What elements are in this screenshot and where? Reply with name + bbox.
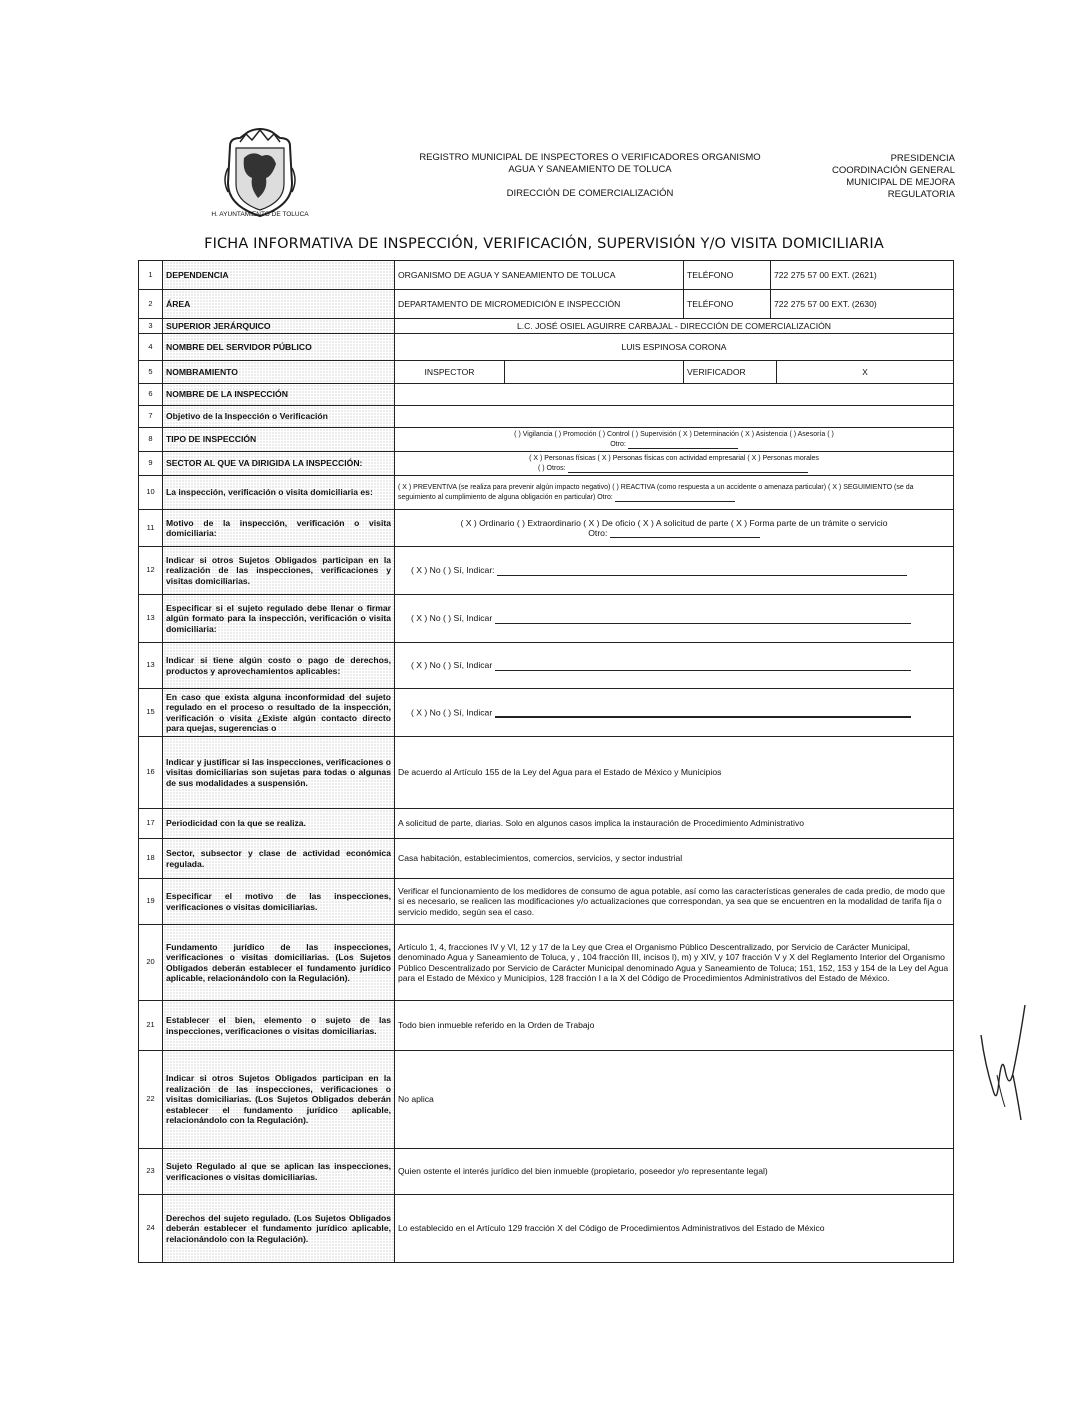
row-number: 6 [139,384,163,406]
row-number: 23 [139,1149,163,1195]
row-label: Objetivo de la Inspección o Verificación [163,406,395,428]
row-value: DEPARTAMENTO DE MICROMEDICIÓN E INSPECCIÓN [398,298,621,309]
table-row [139,839,954,879]
header-direction: DIRECCIÓN DE COMERCIALIZACIÓN [506,188,674,199]
yes-no-option: ( X ) No ( ) Sí, Indicar: [411,565,495,576]
header-right-line: PRESIDENCIA [890,153,955,164]
table-row [139,595,954,643]
table-row [139,428,954,452]
row-number: 10 [139,476,163,510]
row-number: 17 [139,809,163,839]
row-number: 8 [139,428,163,452]
other-blank [615,492,735,502]
verificador-mark: X [776,361,953,383]
row-number: 11 [139,510,163,547]
row-number: 15 [139,689,163,737]
indicate-blank [497,566,907,576]
row-number: 18 [139,839,163,879]
table-row [139,361,954,384]
table-row [139,547,954,595]
row-number: 13 [139,595,163,643]
table-row [139,384,954,406]
yes-no-option: ( X ) No ( ) Sí, Indicar [411,660,493,671]
other-blank [628,439,738,449]
other-label: ( ) Otros: [538,465,566,472]
row-number: 16 [139,737,163,809]
indicate-blank [495,661,911,671]
header-right-line: COORDINACIÓN GENERAL [832,165,955,176]
row-label: Indicar si tiene algún costo o pago de derechos, productos y aprovechamientos aplicables: [163,643,395,689]
row-label: NOMBRAMIENTO [163,361,395,384]
row-value: A solicitud de parte, diarias. Solo en algunos casos implica la instauración de Procedimiento Administrativo [395,809,954,839]
row-number: 9 [139,452,163,476]
row-label: Indicar si otros Sujetos Obligados participan en la realización de las inspecciones, verificaciones o visitas domiciliarias. (Los Sujetos Obligados deberán establecer el fundamento jurídico aplicable, relacionándolo con la Regulación). [163,1051,395,1149]
row-value-empty [395,406,954,428]
table-row [139,510,954,547]
row-value: Artículo 1, 4, fracciones IV y VI, 12 y 17 de la Ley que Crea el Organismo Público Descentralizado, por Servicio de Carácter Municipal, denominado Agua y Saneamiento de Toluca, y , 104 fracción III, incisos l), m) y XIV, y 107 fracción V y X del Reglamento Interior del Organismo Público Descentralizado por Servicio de Carácter Municipal denominado Agua y Saneamiento de Toluca; 151, 152, 153 y 154 de la Ley del Agua para el Estado de México y Municipios, 128 fracción I a la X del Código de Procedimientos Administrativos del Estado de México. [395,925,954,1001]
header-center-block [390,152,790,200]
inspection-type-options: ( ) Vigilancia ( ) Promoción ( ) Control ( ) Supervisión ( X ) Determinación ( X ) Asistencia ( ) Asesoría ( ) [514,431,834,438]
inspector-mark-cell [504,361,683,383]
row-label: Fundamento jurídico de las inspecciones, verificaciones o visitas domiciliarias. (Los Sujetos Obligados deberán establecer el fundamento jurídico aplicable, relacionándolo con la Regulación). [163,925,395,1001]
row-value: Todo bien inmueble referido en la Orden de Trabajo [395,1001,954,1051]
yes-no-option: ( X ) No ( ) Sí, Indicar [411,613,493,624]
phone-value: 722 275 57 00 EXT. (2630) [770,290,953,318]
row-number: 2 [139,290,163,319]
inspection-nature-options: ( X ) PREVENTIVA (se realiza para prevenir algún impacto negativo) ( ) REACTIVA (como respuesta a un accidente o amenaza particular) ( X ) SEGUIMIENTO (se da seguimiento al cumplimiento de alguna obligación en particular) Otro: [398,484,914,501]
table-row [139,319,954,334]
row-label: TIPO DE INSPECCIÓN [163,428,395,452]
phone-label: TELÉFONO [683,290,770,318]
table-row [139,406,954,428]
row-number: 21 [139,1001,163,1051]
table-row [139,452,954,476]
table-row [139,809,954,839]
table-row [139,476,954,510]
row-value: Verificar el funcionamiento de los medidores de consumo de agua potable, así como las características generales de cada predio, de modo que si es necesario, se realicen las modificaciones y/o actualizaciones que correspondan, ya sea que se encuentren en la modalidad de tarifa fija o servicio medido, según sea el caso. [395,879,954,925]
inspection-form-table [138,260,954,1263]
row-value: L.C. JOSÉ OSIEL AGUIRRE CARBAJAL - DIRECCIÓN DE COMERCIALIZACIÓN [395,319,954,334]
row-number: 12 [139,547,163,595]
table-row [139,879,954,925]
verificador-option: VERIFICADOR [683,361,776,383]
row-label: Indicar si otros Sujetos Obligados participan en la realización de las inspecciones, verificaciones y visitas domiciliarias. [163,547,395,595]
row-label: Establecer el bien, elemento o sujeto de las inspecciones, verificaciones o visitas domiciliarias. [163,1001,395,1051]
row-label: Periodicidad con la que se realiza. [163,809,395,839]
row-label: La inspección, verificación o visita domiciliaria es: [163,476,395,510]
row-number: 4 [139,334,163,361]
row-label: NOMBRE DE LA INSPECCIÓN [163,384,395,406]
row-label: DEPENDENCIA [163,261,395,290]
table-row [139,261,954,290]
seal-caption: H. AYUNTAMIENTO DE TOLUCA [211,211,309,218]
phone-label: TELÉFONO [683,261,770,289]
row-number: 19 [139,879,163,925]
motive-options: ( X ) Ordinario ( ) Extraordinario ( X ) De oficio ( X ) A solicitud de parte ( X ) Forma parte de un trámite o servicio [460,517,888,528]
table-row [139,737,954,809]
row-label: ÁREA [163,290,395,319]
table-row [139,1001,954,1051]
row-label: Sujeto Regulado al que se aplican las inspecciones, verificaciones o visitas domiciliarias. [163,1149,395,1195]
row-label: Derechos del sujeto regulado. (Los Sujetos Obligados deberán establecer el fundamento jurídico aplicable, relacionándolo con la Regulación). [163,1195,395,1263]
inspector-option: INSPECTOR [424,366,475,377]
row-value: Lo establecido en el Artículo 129 fracción X del Código de Procedimientos Administrativos del Estado de México [395,1195,954,1263]
toluca-seal-logo [222,128,298,224]
row-label: Especificar el motivo de las inspecciones, verificaciones o visitas domiciliarias. [163,879,395,925]
other-blank [610,528,760,538]
row-value: LUIS ESPINOSA CORONA [395,334,954,361]
row-number: 20 [139,925,163,1001]
header-right-line: MUNICIPAL DE MEJORA [846,177,955,188]
row-number: 22 [139,1051,163,1149]
table-row [139,1051,954,1149]
handwritten-signature [975,995,1035,1125]
sector-options: ( X ) Personas físicas ( X ) Personas físicas con actividad empresarial ( X ) Personas morales [529,455,819,462]
row-value: Casa habitación, establecimientos, comercios, servicios, y sector industrial [395,839,954,879]
table-row [139,290,954,319]
other-label: Otro: [610,441,626,448]
other-blank [568,463,808,473]
row-label: Indicar y justificar si las inspecciones, verificaciones o visitas domiciliarias son sujetas para todas o algunas de sus modalidades a suspensión. [163,737,395,809]
table-row [139,925,954,1001]
table-row [139,1195,954,1263]
row-label: SUPERIOR JERÁRQUICO [163,319,395,334]
row-label: En caso que exista alguna inconformidad del sujeto regulado en el proceso o resultado de la inspección, verificación o visita ¿Existe algún contacto directo para quejas, sugerencias o [166,691,391,733]
header-organism-name: AGUA Y SANEAMIENTO DE TOLUCA [508,164,672,175]
row-value-empty [395,384,954,406]
form-title: FICHA INFORMATIVA DE INSPECCIÓN, VERIFICACIÓN, SUPERVISIÓN Y/O VISITA DOMICILIARIA [204,236,884,252]
row-label: SECTOR AL QUE VA DIRIGIDA LA INSPECCIÓN: [163,452,395,476]
yes-no-option: ( X ) No ( ) Sí, Indicar [411,707,493,718]
other-label: Otro: [588,528,608,538]
row-number: 3 [139,319,163,334]
header-right-block [810,153,955,201]
row-value: De acuerdo al Artículo 155 de la Ley del Agua para el Estado de México y Municipios [395,737,954,809]
table-row [139,334,954,361]
row-number: 7 [139,406,163,428]
row-label: Especificar si el sujeto regulado debe llenar o firmar algún formato para la inspección, verificación o visita domiciliaria: [163,595,395,643]
header-registry-title: REGISTRO MUNICIPAL DE INSPECTORES O VERIFICADORES ORGANISMO [419,152,761,163]
indicate-blank [495,614,911,624]
row-label: Sector, subsector y clase de actividad económica regulada. [163,839,395,879]
row-value: Quien ostente el interés jurídico del bien inmueble (propietario, poseedor y/o representante legal) [395,1149,954,1195]
row-value: No aplica [395,1051,954,1149]
row-number: 13 [139,643,163,689]
table-row [139,689,954,737]
row-number: 5 [139,361,163,384]
row-label: NOMBRE DEL SERVIDOR PÚBLICO [163,334,395,361]
header-right-line: REGULATORIA [887,189,955,200]
table-row [139,1149,954,1195]
row-number: 24 [139,1195,163,1263]
row-value: ORGANISMO DE AGUA Y SANEAMIENTO DE TOLUCA [398,269,616,280]
table-row [139,643,954,689]
indicate-blank [495,707,911,718]
row-label: Motivo de la inspección, verificación o visita domiciliaria: [163,510,395,547]
phone-value: 722 275 57 00 EXT. (2621) [770,261,953,289]
row-number: 1 [139,261,163,290]
